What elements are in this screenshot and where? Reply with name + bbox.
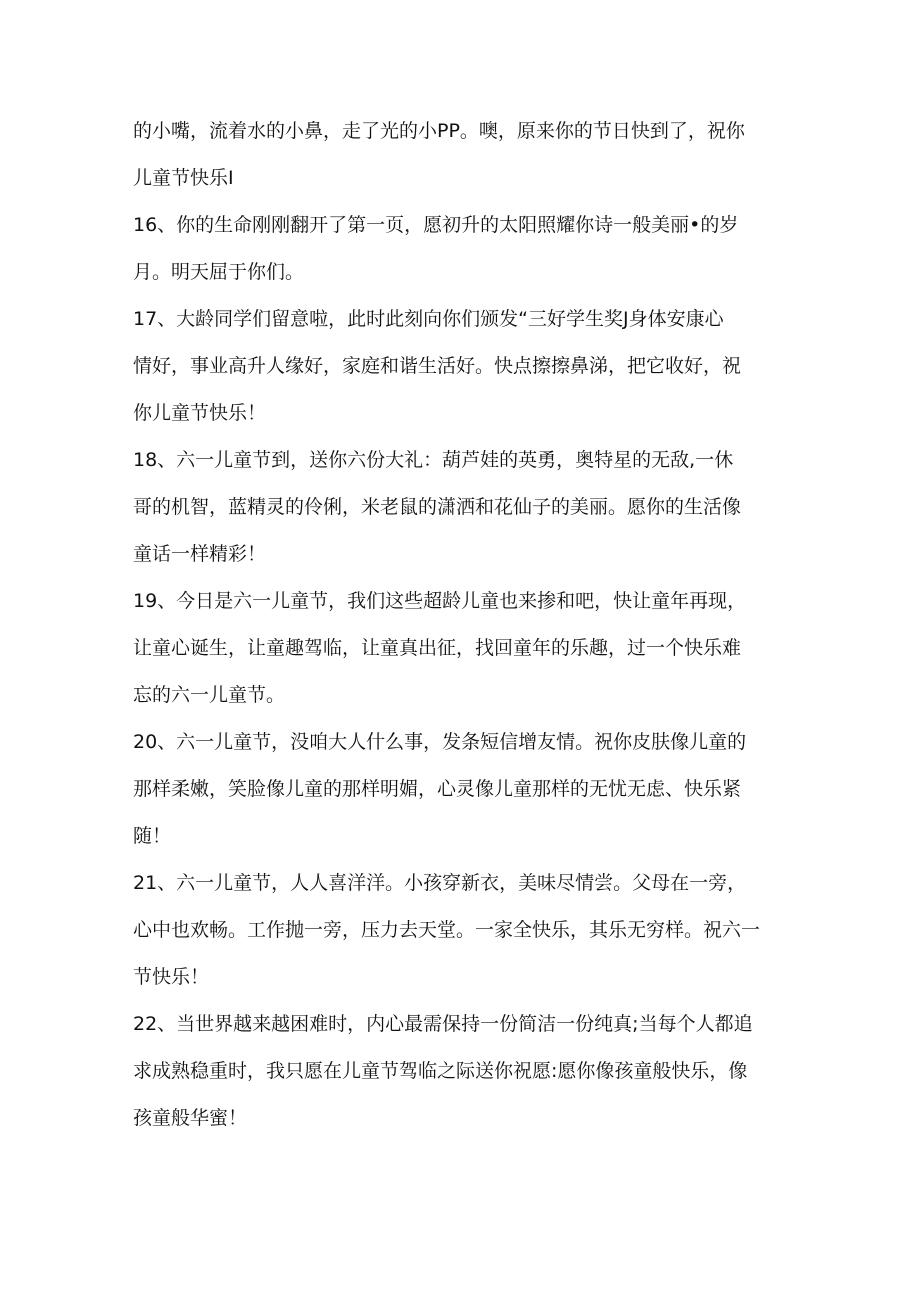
text-line: 22、当世界越来越困难时，内心最需保持一份简洁一份纯真;当每个人都追: [133, 1013, 753, 1035]
text-line: 童话一样精彩！: [133, 543, 267, 565]
paragraph-18: [133, 437, 793, 578]
text-line: 儿童节快乐I: [133, 167, 234, 189]
paragraph-17: [133, 296, 793, 437]
paragraph-21: [133, 860, 793, 1001]
document-page: [133, 108, 793, 1142]
text-line: 情好，事业高升人缘好，家庭和谐生活好。快点擦擦鼻涕，把它收好，祝: [133, 355, 742, 377]
text-line: 17、大龄同学们留意啦，此时此刻向你们颁发“三好学生奖J身体安康心: [133, 308, 724, 330]
text-line: 20、六一儿童节，没咱大人什么事，发条短信增友情。祝你皮肤像儿童的: [133, 731, 747, 753]
text-line: 19、今日是六一儿童节，我们这些超龄儿童也来掺和吧，快让童年再现，: [133, 590, 747, 612]
text-line: 的小嘴，流着水的小鼻，走了光的小PP。噢，原来你的节日快到了，祝你: [133, 120, 745, 142]
paragraph-16: [133, 202, 793, 296]
text-line: 心中也欢畅。工作抛一旁，压力去天堂。一家全快乐，其乐无穷样。祝六一: [133, 919, 761, 941]
text-line: 18、六一儿童节到，送你六份大礼：葫芦娃的英勇，奥特星的无敌,一休: [133, 449, 734, 471]
text-line: 月。明天屈于你们。: [133, 261, 305, 283]
text-line: 21、六一儿童节，人人喜洋洋。小孩穿新衣，美味尽情尝。父母在一旁，: [133, 872, 747, 894]
text-line: 让童心诞生，让童趣驾临，让童真出征，找回童年的乐趣，过一个快乐难: [133, 637, 742, 659]
text-line: 那样柔嫩，笑脸像儿童的那样明媚，心灵像儿童那样的无忧无虑、快乐紧: [133, 778, 742, 800]
text-line: 随！: [133, 825, 172, 847]
text-line: 哥的机智，蓝精灵的伶俐，米老鼠的潇洒和花仙子的美丽。愿你的生活像: [133, 496, 742, 518]
text-line: 忘的六一儿童节。: [133, 684, 286, 706]
text-line: 你儿童节快乐！: [133, 402, 267, 424]
paragraph-19: [133, 578, 793, 719]
text-line: 16、你的生命刚刚翻开了第一页，愿初升的太阳照耀你诗一般美丽•的岁: [133, 214, 739, 236]
paragraph-20: [133, 719, 793, 860]
text-line: 求成熟稳重时，我只愿在儿童节驾临之际送你祝愿:愿你像孩童般快乐，像: [133, 1060, 748, 1082]
paragraph-15-continued: [133, 108, 793, 202]
text-line: 节快乐！: [133, 966, 210, 988]
paragraph-22: [133, 1001, 793, 1142]
text-line: 孩童般华蜜！: [133, 1107, 248, 1129]
